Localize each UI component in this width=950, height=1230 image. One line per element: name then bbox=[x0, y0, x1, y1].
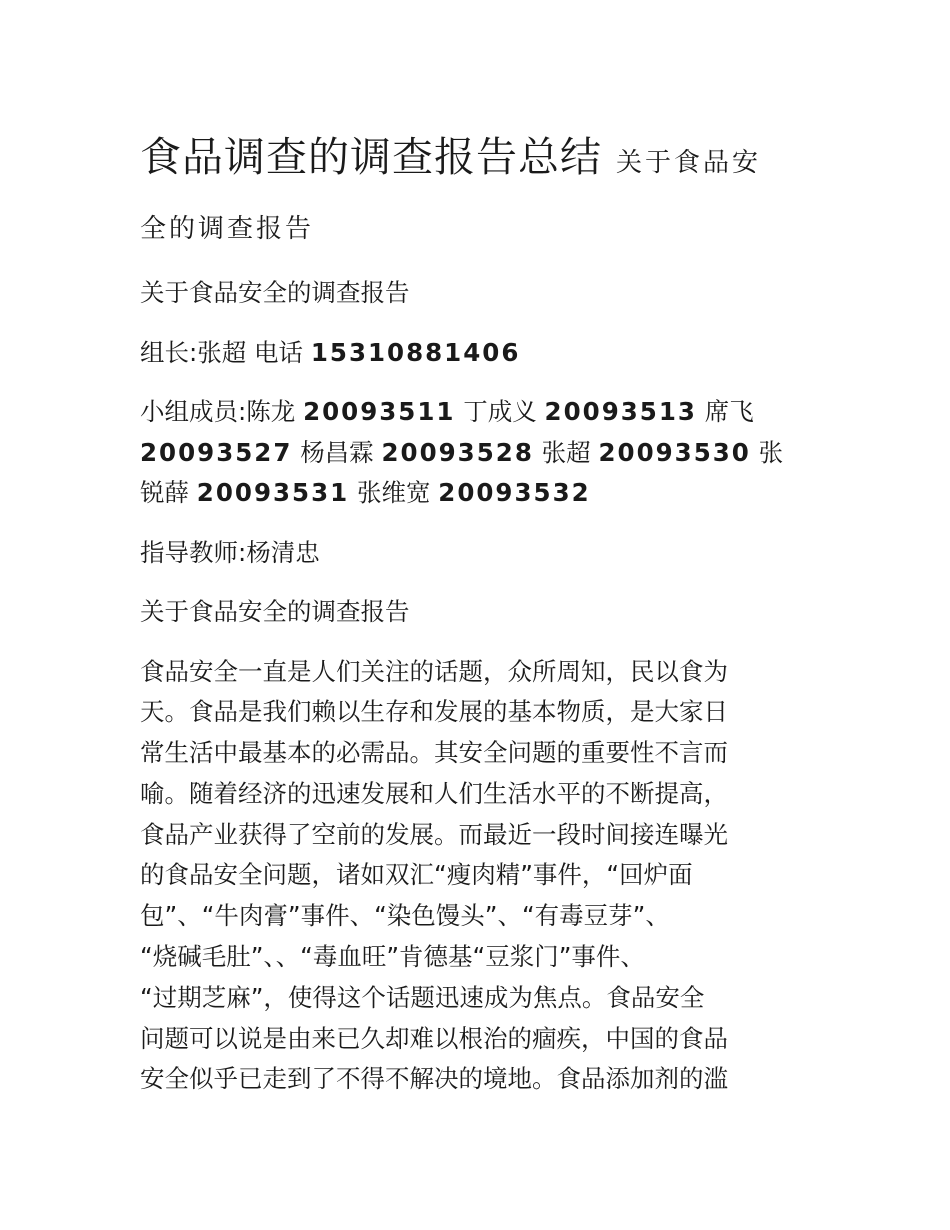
member-name: 丁成义 bbox=[463, 397, 537, 426]
member-id: 20093528 bbox=[381, 437, 534, 467]
body-line: 食品安全一直是人们关注的话题，众所周知，民以食为 bbox=[140, 656, 728, 686]
advisor-line: 指导教师:杨清忠 bbox=[140, 537, 320, 567]
body-line: 问题可以说是由来已久却难以根治的痼疾，中国的食品 bbox=[140, 1023, 728, 1053]
section-heading-2: 关于食品安全的调查报告 bbox=[140, 597, 410, 626]
member-id: 20093530 bbox=[598, 437, 751, 467]
member-id: 20093532 bbox=[438, 478, 591, 507]
leader-label: 组长:张超 电话 bbox=[140, 337, 304, 367]
member-id: 20093511 bbox=[303, 397, 456, 426]
body-line: “烧碱毛肚”、、“毒血旺”肯德基“豆浆门”事件、 bbox=[140, 942, 645, 972]
document-subtitle-part1: 关于食品安 bbox=[616, 148, 762, 178]
leader-phone: 15310881406 bbox=[310, 337, 521, 367]
document-subtitle-part2: 全的调查报告 bbox=[140, 214, 315, 244]
body-line: 常生活中最基本的必需品。其安全问题的重要性不言而 bbox=[140, 738, 728, 768]
body-line: 喻。随着经济的迅速发展和人们生活水平的不断提高， bbox=[140, 778, 728, 808]
member-id: 20093513 bbox=[544, 397, 697, 426]
body-line: “过期芝麻”，使得这个话题迅速成为焦点。食品安全 bbox=[140, 982, 705, 1012]
body-line: 食品产业获得了空前的发展。而最近一段时间接连曝光 bbox=[140, 819, 728, 849]
leader-line bbox=[140, 333, 805, 374]
member-name: 张超 bbox=[541, 437, 591, 467]
member-name: 席飞 bbox=[704, 397, 754, 426]
member-name: 小组成员:陈龙 bbox=[140, 397, 296, 426]
body-line: 天。食品是我们赖以生存和发展的基本物质，是大家日 bbox=[140, 697, 728, 727]
section-heading: 关于食品安全的调查报告 bbox=[140, 278, 410, 307]
body-line: 的食品安全问题，诸如双汇“瘦肉精”事件，“回炉面 bbox=[140, 860, 693, 890]
document-title: 食品调查的调查报告总结 bbox=[140, 133, 602, 181]
members-paragraph bbox=[140, 392, 805, 514]
member-id: 20093527 bbox=[140, 437, 293, 467]
member-id: 20093531 bbox=[196, 478, 350, 507]
member-name: 张维宽 bbox=[356, 478, 431, 507]
member-name: 张锐薛 bbox=[140, 437, 784, 507]
body-paragraph bbox=[140, 652, 805, 1101]
member-name: 杨昌霖 bbox=[300, 437, 374, 467]
body-line: 安全似乎已走到了不得不解决的境地。食品添加剂的滥 bbox=[140, 1064, 728, 1094]
title-line bbox=[140, 128, 805, 195]
body-line: 包”、“牛肉膏”事件、“染色馒头”、“有毒豆芽”、 bbox=[140, 901, 670, 931]
document-page bbox=[140, 128, 805, 1100]
